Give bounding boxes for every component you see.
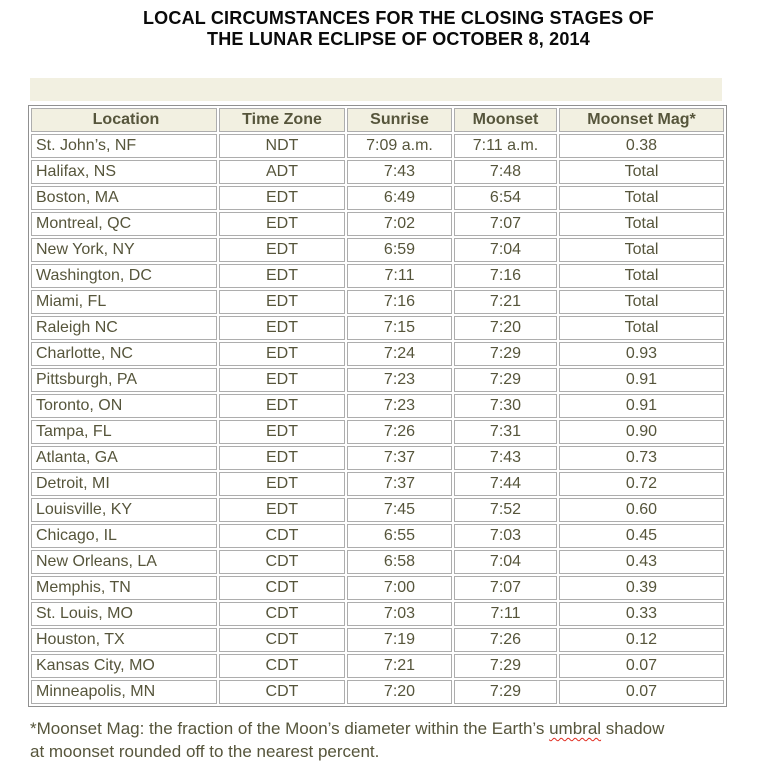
cell-moonset-mag: Total <box>559 290 724 314</box>
cell-moonset: 7:16 <box>454 264 557 288</box>
cell-moonset: 7:43 <box>454 446 557 470</box>
cell-moonset-mag: 0.73 <box>559 446 724 470</box>
column-header-time-zone: Time Zone <box>219 108 345 132</box>
cell-time-zone: CDT <box>219 576 345 600</box>
cell-moonset: 7:04 <box>454 550 557 574</box>
table-body <box>31 134 724 704</box>
table-row <box>31 550 724 574</box>
cell-location: Houston, TX <box>31 628 217 652</box>
cell-location: Memphis, TN <box>31 576 217 600</box>
cell-sunrise: 7:16 <box>347 290 452 314</box>
table-row <box>31 602 724 626</box>
title-line-1: LOCAL CIRCUMSTANCES FOR THE CLOSING STAGES OF <box>142 8 654 28</box>
column-header-moonset: Moonset <box>454 108 557 132</box>
cell-sunrise: 7:37 <box>347 472 452 496</box>
cell-location: Montreal, QC <box>31 212 217 236</box>
cell-sunrise: 7:19 <box>347 628 452 652</box>
cell-moonset-mag: 0.12 <box>559 628 724 652</box>
cell-sunrise: 6:58 <box>347 550 452 574</box>
cell-moonset: 7:26 <box>454 628 557 652</box>
cell-sunrise: 7:15 <box>347 316 452 340</box>
footnote-line-2: at moonset rounded off to the nearest percent. <box>30 742 380 761</box>
footnote <box>30 717 754 763</box>
cell-moonset-mag: 0.39 <box>559 576 724 600</box>
cell-location: Washington, DC <box>31 264 217 288</box>
table-row <box>31 160 724 184</box>
footnote-text-post: shadow <box>601 719 665 738</box>
cell-time-zone: EDT <box>219 290 345 314</box>
table-row <box>31 316 724 340</box>
cell-sunrise: 7:23 <box>347 368 452 392</box>
cell-sunrise: 7:09 a.m. <box>347 134 452 158</box>
cell-location: Kansas City, MO <box>31 654 217 678</box>
cell-location: New York, NY <box>31 238 217 262</box>
cell-time-zone: EDT <box>219 420 345 444</box>
table-row <box>31 498 724 522</box>
cell-sunrise: 7:20 <box>347 680 452 704</box>
cell-location: Louisville, KY <box>31 498 217 522</box>
table-row <box>31 420 724 444</box>
table-row <box>31 212 724 236</box>
cell-time-zone: EDT <box>219 186 345 210</box>
cell-location: St. John’s, NF <box>31 134 217 158</box>
cell-time-zone: EDT <box>219 264 345 288</box>
header-band <box>30 78 722 101</box>
table-row <box>31 368 724 392</box>
cell-location: Raleigh NC <box>31 316 217 340</box>
cell-location: Miami, FL <box>31 290 217 314</box>
cell-moonset-mag: 0.60 <box>559 498 724 522</box>
cell-moonset: 7:52 <box>454 498 557 522</box>
cell-location: Charlotte, NC <box>31 342 217 366</box>
cell-moonset: 7:11 <box>454 602 557 626</box>
cell-moonset: 7:03 <box>454 524 557 548</box>
cell-moonset: 7:30 <box>454 394 557 418</box>
cell-sunrise: 6:59 <box>347 238 452 262</box>
cell-time-zone: CDT <box>219 602 345 626</box>
cell-moonset-mag: 0.91 <box>559 368 724 392</box>
cell-moonset: 7:11 a.m. <box>454 134 557 158</box>
cell-location: Toronto, ON <box>31 394 217 418</box>
table-row <box>31 238 724 262</box>
table-row <box>31 524 724 548</box>
cell-location: Tampa, FL <box>31 420 217 444</box>
title-line-2: THE LUNAR ECLIPSE OF OCTOBER 8, 2014 <box>207 29 590 49</box>
cell-location: Halifax, NS <box>31 160 217 184</box>
footnote-text-pre: *Moonset Mag: the fraction of the Moon’s diameter within the Earth’s <box>30 719 550 738</box>
column-header-sunrise: Sunrise <box>347 108 452 132</box>
column-header-moonset-mag: Moonset Mag* <box>559 108 724 132</box>
cell-time-zone: NDT <box>219 134 345 158</box>
table-row <box>31 654 724 678</box>
table-row <box>31 628 724 652</box>
cell-location: Pittsburgh, PA <box>31 368 217 392</box>
cell-moonset-mag: Total <box>559 316 724 340</box>
cell-moonset-mag: Total <box>559 238 724 262</box>
cell-time-zone: EDT <box>219 238 345 262</box>
cell-time-zone: EDT <box>219 368 345 392</box>
cell-moonset: 7:29 <box>454 654 557 678</box>
cell-time-zone: EDT <box>219 472 345 496</box>
cell-moonset-mag: Total <box>559 212 724 236</box>
cell-moonset-mag: Total <box>559 186 724 210</box>
cell-sunrise: 7:43 <box>347 160 452 184</box>
cell-moonset: 7:07 <box>454 212 557 236</box>
cell-sunrise: 7:00 <box>347 576 452 600</box>
cell-moonset: 6:54 <box>454 186 557 210</box>
table-row <box>31 680 724 704</box>
cell-moonset-mag: Total <box>559 160 724 184</box>
table-row <box>31 290 724 314</box>
cell-moonset-mag: 0.07 <box>559 654 724 678</box>
cell-moonset-mag: 0.93 <box>559 342 724 366</box>
cell-sunrise: 7:45 <box>347 498 452 522</box>
cell-location: St. Louis, MO <box>31 602 217 626</box>
cell-time-zone: EDT <box>219 446 345 470</box>
table-row <box>31 134 724 158</box>
cell-sunrise: 6:49 <box>347 186 452 210</box>
cell-time-zone: ADT <box>219 160 345 184</box>
cell-time-zone: CDT <box>219 680 345 704</box>
cell-moonset-mag: 0.90 <box>559 420 724 444</box>
cell-moonset: 7:44 <box>454 472 557 496</box>
cell-moonset: 7:29 <box>454 680 557 704</box>
cell-moonset-mag: Total <box>559 264 724 288</box>
cell-time-zone: EDT <box>219 498 345 522</box>
cell-time-zone: CDT <box>219 628 345 652</box>
table-row <box>31 342 724 366</box>
cell-time-zone: EDT <box>219 394 345 418</box>
cell-time-zone: CDT <box>219 550 345 574</box>
cell-location: Minneapolis, MN <box>31 680 217 704</box>
cell-moonset-mag: 0.33 <box>559 602 724 626</box>
cell-time-zone: EDT <box>219 212 345 236</box>
footnote-line-1 <box>30 717 754 740</box>
cell-moonset: 7:20 <box>454 316 557 340</box>
column-header-location: Location <box>31 108 217 132</box>
cell-moonset-mag: 0.91 <box>559 394 724 418</box>
cell-moonset: 7:04 <box>454 238 557 262</box>
cell-sunrise: 7:02 <box>347 212 452 236</box>
cell-moonset-mag: 0.07 <box>559 680 724 704</box>
cell-moonset-mag: 0.72 <box>559 472 724 496</box>
cell-sunrise: 7:24 <box>347 342 452 366</box>
table-row <box>31 186 724 210</box>
cell-sunrise: 7:11 <box>347 264 452 288</box>
cell-sunrise: 7:37 <box>347 446 452 470</box>
page-title <box>28 8 769 50</box>
cell-moonset: 7:48 <box>454 160 557 184</box>
table-row <box>31 394 724 418</box>
table-row <box>31 446 724 470</box>
cell-moonset-mag: 0.45 <box>559 524 724 548</box>
cell-location: New Orleans, LA <box>31 550 217 574</box>
cell-moonset: 7:21 <box>454 290 557 314</box>
cell-location: Detroit, MI <box>31 472 217 496</box>
misspelled-word: umbral <box>549 719 602 738</box>
table-row <box>31 576 724 600</box>
local-circumstances-table <box>28 105 727 707</box>
cell-time-zone: CDT <box>219 524 345 548</box>
table-row <box>31 264 724 288</box>
table-row <box>31 472 724 496</box>
cell-time-zone: EDT <box>219 316 345 340</box>
cell-moonset: 7:29 <box>454 342 557 366</box>
table-header-row <box>31 108 724 132</box>
cell-sunrise: 6:55 <box>347 524 452 548</box>
cell-sunrise: 7:21 <box>347 654 452 678</box>
cell-moonset: 7:29 <box>454 368 557 392</box>
cell-time-zone: CDT <box>219 654 345 678</box>
cell-moonset-mag: 0.38 <box>559 134 724 158</box>
cell-moonset: 7:31 <box>454 420 557 444</box>
cell-moonset-mag: 0.43 <box>559 550 724 574</box>
cell-location: Atlanta, GA <box>31 446 217 470</box>
cell-sunrise: 7:26 <box>347 420 452 444</box>
cell-location: Chicago, IL <box>31 524 217 548</box>
cell-sunrise: 7:23 <box>347 394 452 418</box>
cell-time-zone: EDT <box>219 342 345 366</box>
cell-location: Boston, MA <box>31 186 217 210</box>
cell-moonset: 7:07 <box>454 576 557 600</box>
cell-sunrise: 7:03 <box>347 602 452 626</box>
